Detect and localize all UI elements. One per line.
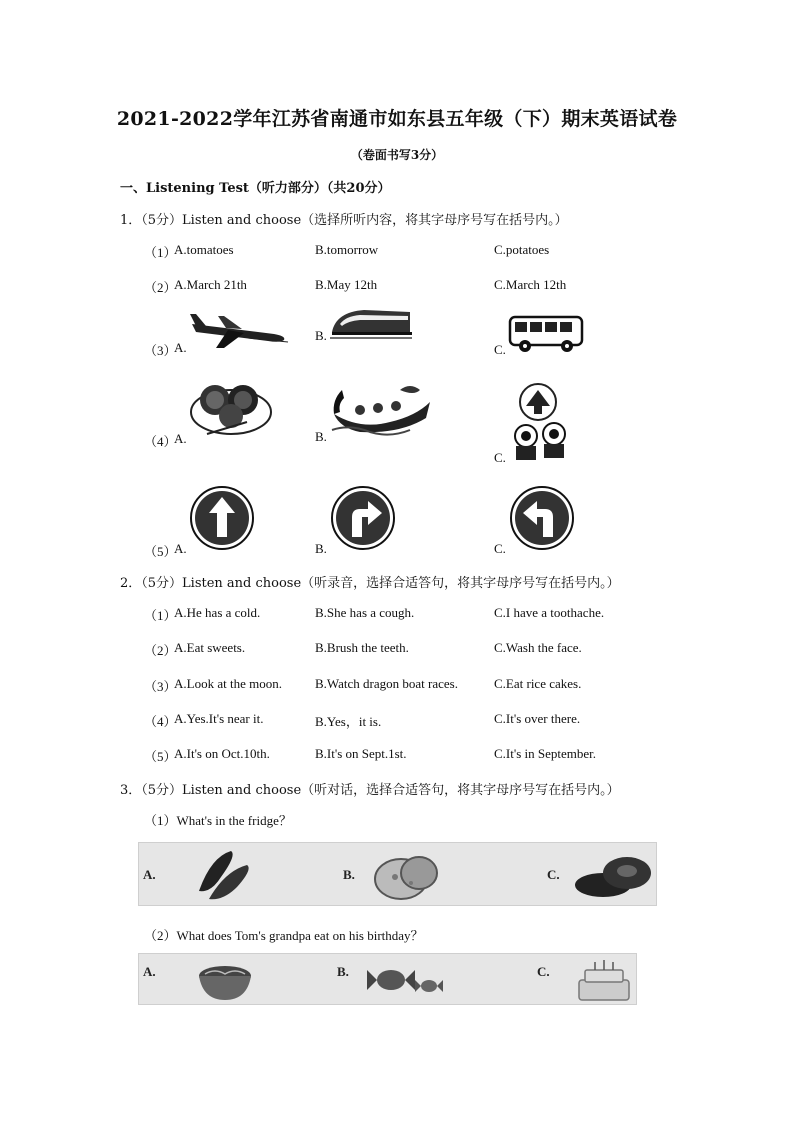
q1-2-number: （2） [144, 280, 177, 295]
q1-3-option-a: A. [174, 340, 187, 355]
q3-2-label-c: C. [537, 964, 550, 979]
question-1-stem: 1．（5分）Listen and choose（选择所听内容，将其字母序号写在括号内。） [120, 213, 568, 228]
candy-icon [365, 960, 445, 1000]
q2-5-option-b: B.It's on Sept.1st. [315, 746, 407, 761]
q2-4-option-b: B.Yes，it is. [315, 714, 382, 729]
q1-4-option-a: A. [174, 431, 187, 446]
q2-4-number: （4） [144, 714, 177, 729]
q2-5-option-a: A.It's on Oct.10th. [174, 746, 270, 761]
q3-1-prompt: （1）What's in the fridge？ [144, 813, 292, 828]
q2-2-option-b: B.Brush the teeth. [315, 640, 409, 655]
q1-1-option-c: C.potatoes [494, 242, 550, 257]
lantern-dolls-icon [508, 380, 574, 468]
q2-1-number: （1） [144, 608, 177, 623]
q1-5-option-b: B. [315, 541, 327, 556]
q2-3-option-c: C.Eat rice cakes. [494, 676, 582, 691]
q2-3-option-a: A.Look at the moon. [174, 676, 282, 691]
q1-5-option-a: A. [174, 541, 187, 556]
bus-icon [507, 314, 585, 358]
q2-3-option-b: B.Watch dragon boat races. [315, 676, 458, 691]
q1-2-option-b: B.May 12th [315, 277, 378, 292]
question-2-stem: 2．（5分）Listen and choose（听录音，选择合适答句，将其字母序号写在括号内。） [120, 576, 620, 591]
birthday-food-options-strip [138, 953, 637, 1005]
q3-2-label-b: B. [337, 964, 349, 979]
q2-5-option-c: C.It's in September. [494, 746, 597, 761]
q1-4-option-c: C. [494, 450, 506, 465]
page-title: 2021-2022学年江苏省南通市如东县五年级（下）期末英语试卷 [116, 108, 678, 130]
turn-right-sign-icon [330, 485, 396, 555]
beans-icon [191, 847, 261, 903]
q2-2-option-c: C.Wash the face. [494, 640, 582, 655]
q3-2-prompt: （2）What does Tom's grandpa eat on his birthday？ [144, 928, 424, 943]
q1-1-number: （1） [144, 245, 177, 260]
q2-1-option-a: A.He has a cold. [174, 605, 261, 620]
fridge-options-strip [138, 842, 657, 906]
high-speed-train-icon [330, 306, 412, 344]
question-3-stem: 3．（5分）Listen and choose（听对话，选择合适答句，将其字母序号写在括号内。） [120, 783, 620, 798]
q3-2-label-a: A. [143, 964, 156, 979]
q1-4-number: （4） [144, 434, 177, 449]
q2-4-option-a: A.Yes.It's near it. [174, 711, 264, 726]
q2-5-number: （5） [144, 749, 177, 764]
q3-1-label-c: C. [547, 867, 560, 882]
go-straight-sign-icon [189, 485, 255, 555]
page-subtitle: （卷面书写3分） [350, 148, 444, 162]
q2-2-option-a: A.Eat sweets. [174, 640, 246, 655]
dragon-boat-icon [330, 380, 434, 440]
q1-3-number: （3） [144, 343, 177, 358]
q2-4-option-c: C.It's over there. [494, 711, 581, 726]
q1-5-number: （5） [144, 544, 177, 559]
q1-1-option-a: A.tomatoes [174, 242, 234, 257]
q1-3-option-c: C. [494, 342, 506, 357]
turn-left-sign-icon [509, 485, 575, 555]
q3-1-label-b: B. [343, 867, 355, 882]
q1-5-option-c: C. [494, 541, 506, 556]
q1-1-option-b: B.tomorrow [315, 242, 379, 257]
airplane-icon [188, 312, 290, 354]
q1-3-option-b: B. [315, 328, 327, 343]
mooncake-plate-icon [187, 374, 273, 444]
q2-1-option-c: C.I have a toothache. [494, 605, 605, 620]
q1-2-option-c: C.March 12th [494, 277, 567, 292]
birthday-cake-icon [573, 956, 635, 1002]
q1-4-option-b: B. [315, 429, 327, 444]
q2-3-number: （3） [144, 679, 177, 694]
meat-icon [569, 847, 655, 903]
q1-2-option-a: A.March 21th [174, 277, 247, 292]
q3-1-label-a: A. [143, 867, 156, 882]
q2-2-number: （2） [144, 643, 177, 658]
bread-icon [371, 847, 441, 903]
section-heading: 一、Listening Test（听力部分）（共20分） [120, 181, 391, 196]
q2-1-option-b: B.She has a cough. [315, 605, 415, 620]
noodles-bowl-icon [195, 956, 255, 1002]
